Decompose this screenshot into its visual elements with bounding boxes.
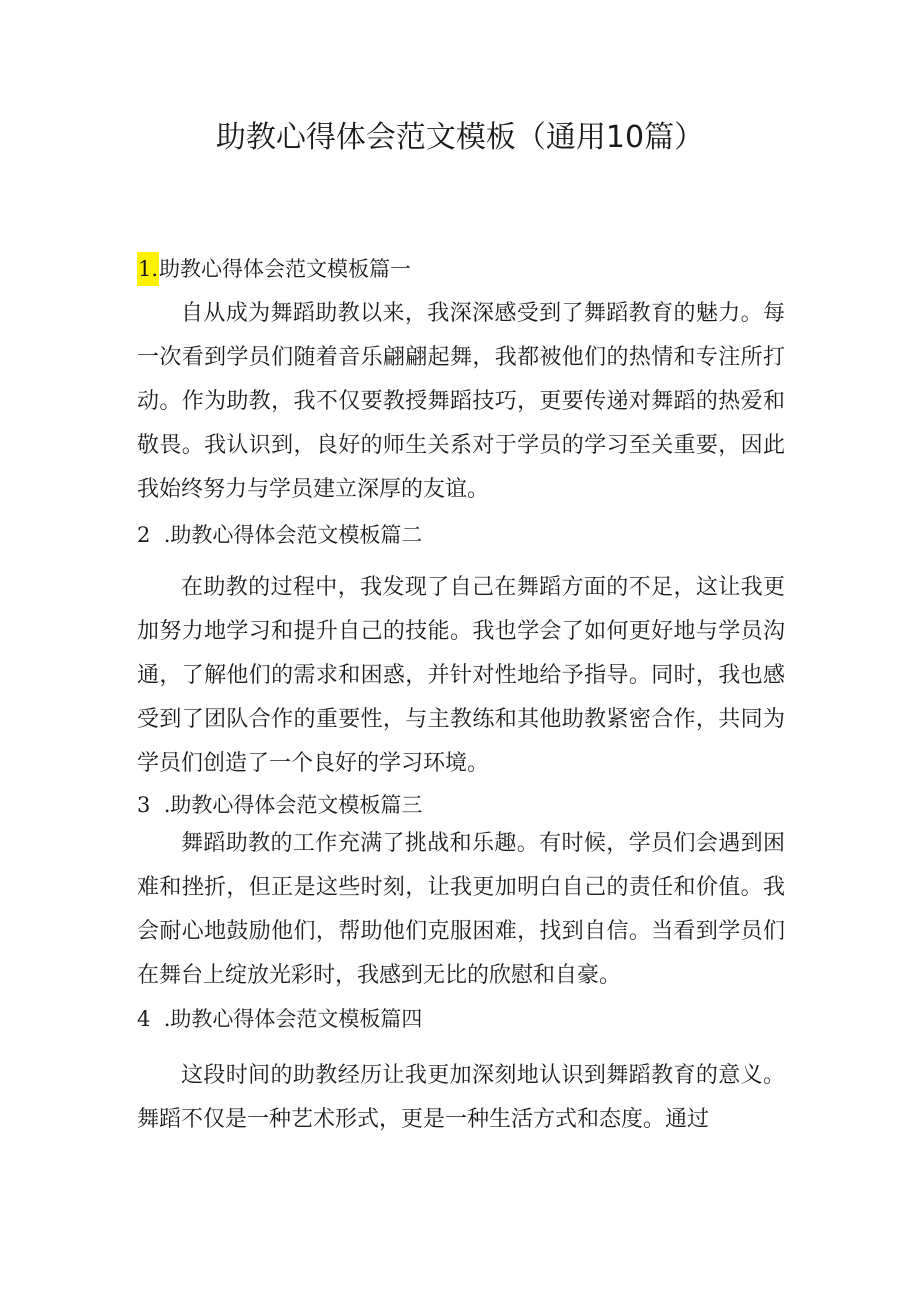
section-heading <box>137 518 785 552</box>
section-number: 2 . <box>137 523 171 547</box>
section-number: 4 . <box>137 1007 171 1031</box>
document-body <box>137 252 785 1142</box>
section-paragraph: 这段时间的助教经历让我更加深刻地认识到舞蹈教育的意义。舞蹈不仅是一种艺术形式，更是一种生活方式和态度。通过 <box>137 1063 785 1132</box>
section-paragraph: 自从成为舞蹈助教以来，我深深感受到了舞蹈教育的魅力。每一次看到学员们随着音乐翩翩起舞，我都被他们的热情和专注所打动。作为助教，我不仅要教授舞蹈技巧，更要传递对舞蹈的热爱和敬畏。我认识到，良好的师生关系对于学员的学习至关重要，因此我始终努力与学员建立深厚的友谊。 <box>137 301 785 502</box>
section-paragraph: 舞蹈助教的工作充满了挑战和乐趣。有时候，学员们会遇到困难和挫折，但正是这些时刻，让我更加明白自己的责任和价值。我会耐心地鼓励他们，帮助他们克服困难，找到自信。当看到学员们在舞台上绽放光彩时，我感到无比的欣慰和自豪。 <box>137 831 785 988</box>
section-heading-text: 助教心得体会范文模板篇四 <box>170 1007 423 1031</box>
section-heading-text: 助教心得体会范文模板篇一 <box>159 257 412 281</box>
section-number-highlighted: 1. <box>137 252 159 286</box>
section-paragraph: 在助教的过程中，我发现了自己在舞蹈方面的不足，这让我更加努力地学习和提升自己的技能。我也学会了如何更好地与学员沟通，了解他们的需求和困惑，并针对性地给予指导。同时，我也感受到了团队合作的重要性，与主教练和其他助教紧密合作，共同为学员们创造了一个良好的学习环境。 <box>137 575 785 776</box>
section-heading-text: 助教心得体会范文模板篇二 <box>170 523 423 547</box>
section-number: 3 . <box>137 793 171 817</box>
section-heading <box>137 252 785 286</box>
section-heading <box>137 788 785 822</box>
document-title: 助教心得体会范文模板（通用10篇） <box>215 120 705 155</box>
section-heading-text: 助教心得体会范文模板篇三 <box>170 793 423 817</box>
section-heading <box>137 1002 785 1036</box>
